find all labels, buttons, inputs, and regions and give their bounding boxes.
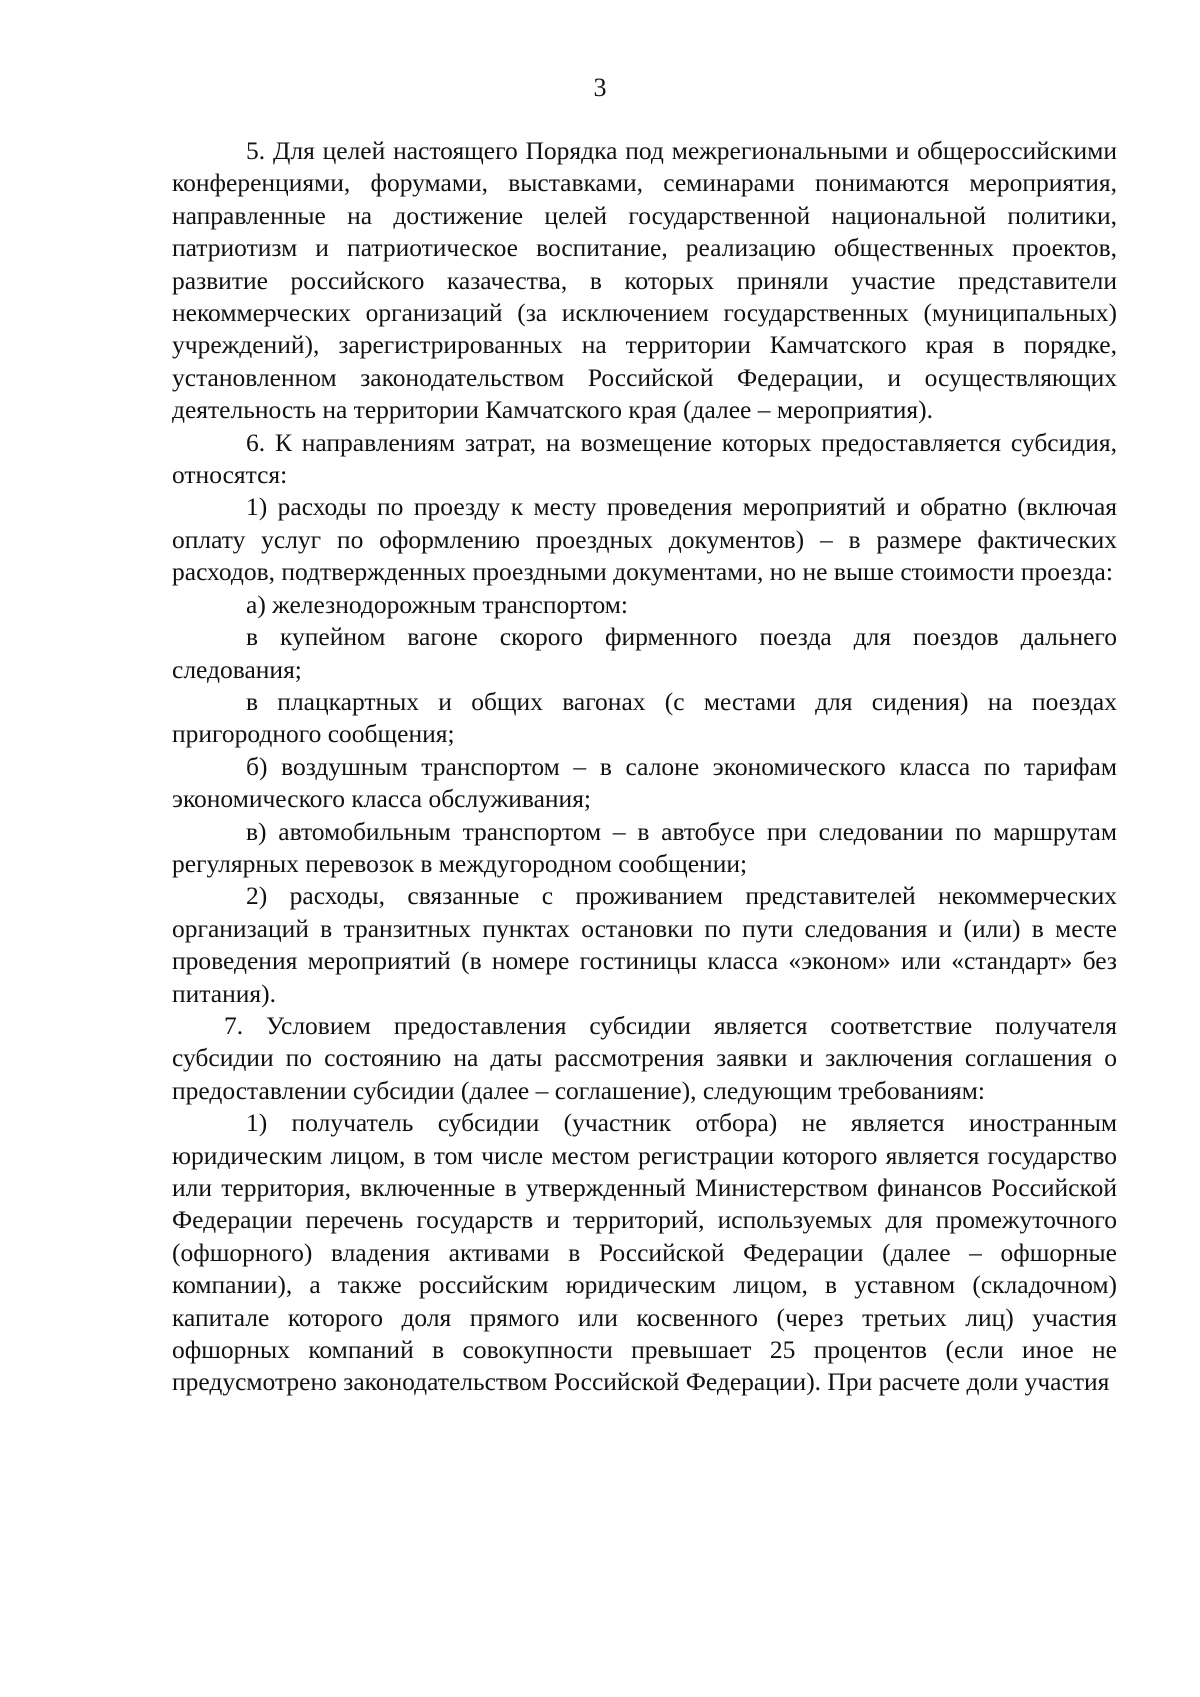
paragraph-6-item-1-a-suburban: в плацкартных и общих вагонах (с местами для сидения) на поездах пригородного сообщения; xyxy=(172,686,1117,749)
paragraph-7: 7. Условием предоставления субсидии является соответствие получателя субсидии по состоянию на даты рассмотрения заявки и заключения соглашения о предоставлении субсидии (далее – соглашение), следующим требованиям: xyxy=(172,1010,1117,1105)
page-number: 3 xyxy=(593,73,607,102)
paragraph-6-item-1-a-compartment: в купейном вагоне скорого фирменного поезда для поездов дальнего следования; xyxy=(172,622,1117,684)
paragraph-6-item-2: 2) расходы, связанные с проживанием представителей некоммерческих организаций в транзитных пунктах остановки по пути следования и (или) в месте проведения мероприятий (в номере гостиницы класса «эконом» или «стандарт» без питания). xyxy=(172,881,1117,1008)
paragraph-7-item-1: 1) получатель субсидии (участник отбора) не является иностранным юридическим лицом, в том числе местом регистрации которого является государство или территория, включенные в утвержденный Министерством финансов Российской Федерации перечень государств и территорий, используемых для промежуточного (офшорного) владения активами в Российской Федерации (далее – офшорные компании), а также российским юридическим лицом, в уставном (складочном) капитале которого доля прямого или косвенного (через третьих лиц) участия офшорных компаний в совокупности превышает 25 процентов (если иное не предусмотрено законодательством Российской Федерации). При расчете доли участия xyxy=(172,1108,1117,1397)
paragraph-6-item-1: 1) расходы по проезду к месту проведения мероприятий и обратно (включая оплату услуг по оформлению проездных документов) – в размере фактических расходов, подтвержденных проездными документами, но не выше стоимости проезда: xyxy=(172,492,1117,587)
paragraph-6-item-1-a: а) железнодорожным транспортом: xyxy=(246,589,628,619)
document-body xyxy=(172,135,1117,1399)
paragraph-6-item-1-v: в) автомобильным транспортом – в автобусе при следовании по маршрутам регулярных перевозок в междугородном сообщении; xyxy=(172,816,1117,878)
paragraph-5: 5. Для целей настоящего Порядка под межрегиональными и общероссийскими конференциями, форумами, выставками, семинарами понимаются мероприятия, направленные на достижение целей государственной национальной политики, патриотизм и патриотическое воспитание, реализацию общественных проектов, развитие российского казачества, в которых приняли участие представители некоммерческих организаций (за исключением государственных (муниципальных) учреждений), зарегистрированных на территории Камчатского края в порядке, установленном законодательством Российской Федерации, и осуществляющих деятельность на территории Камчатского края (далее – мероприятия). xyxy=(172,136,1117,425)
paragraph-6-item-1-b: б) воздушным транспортом – в салоне экономического класса по тарифам экономического класса обслуживания; xyxy=(172,751,1117,814)
paragraph-6: 6. К направлениям затрат, на возмещение которых предоставляется субсидия, относятся: xyxy=(172,427,1117,490)
